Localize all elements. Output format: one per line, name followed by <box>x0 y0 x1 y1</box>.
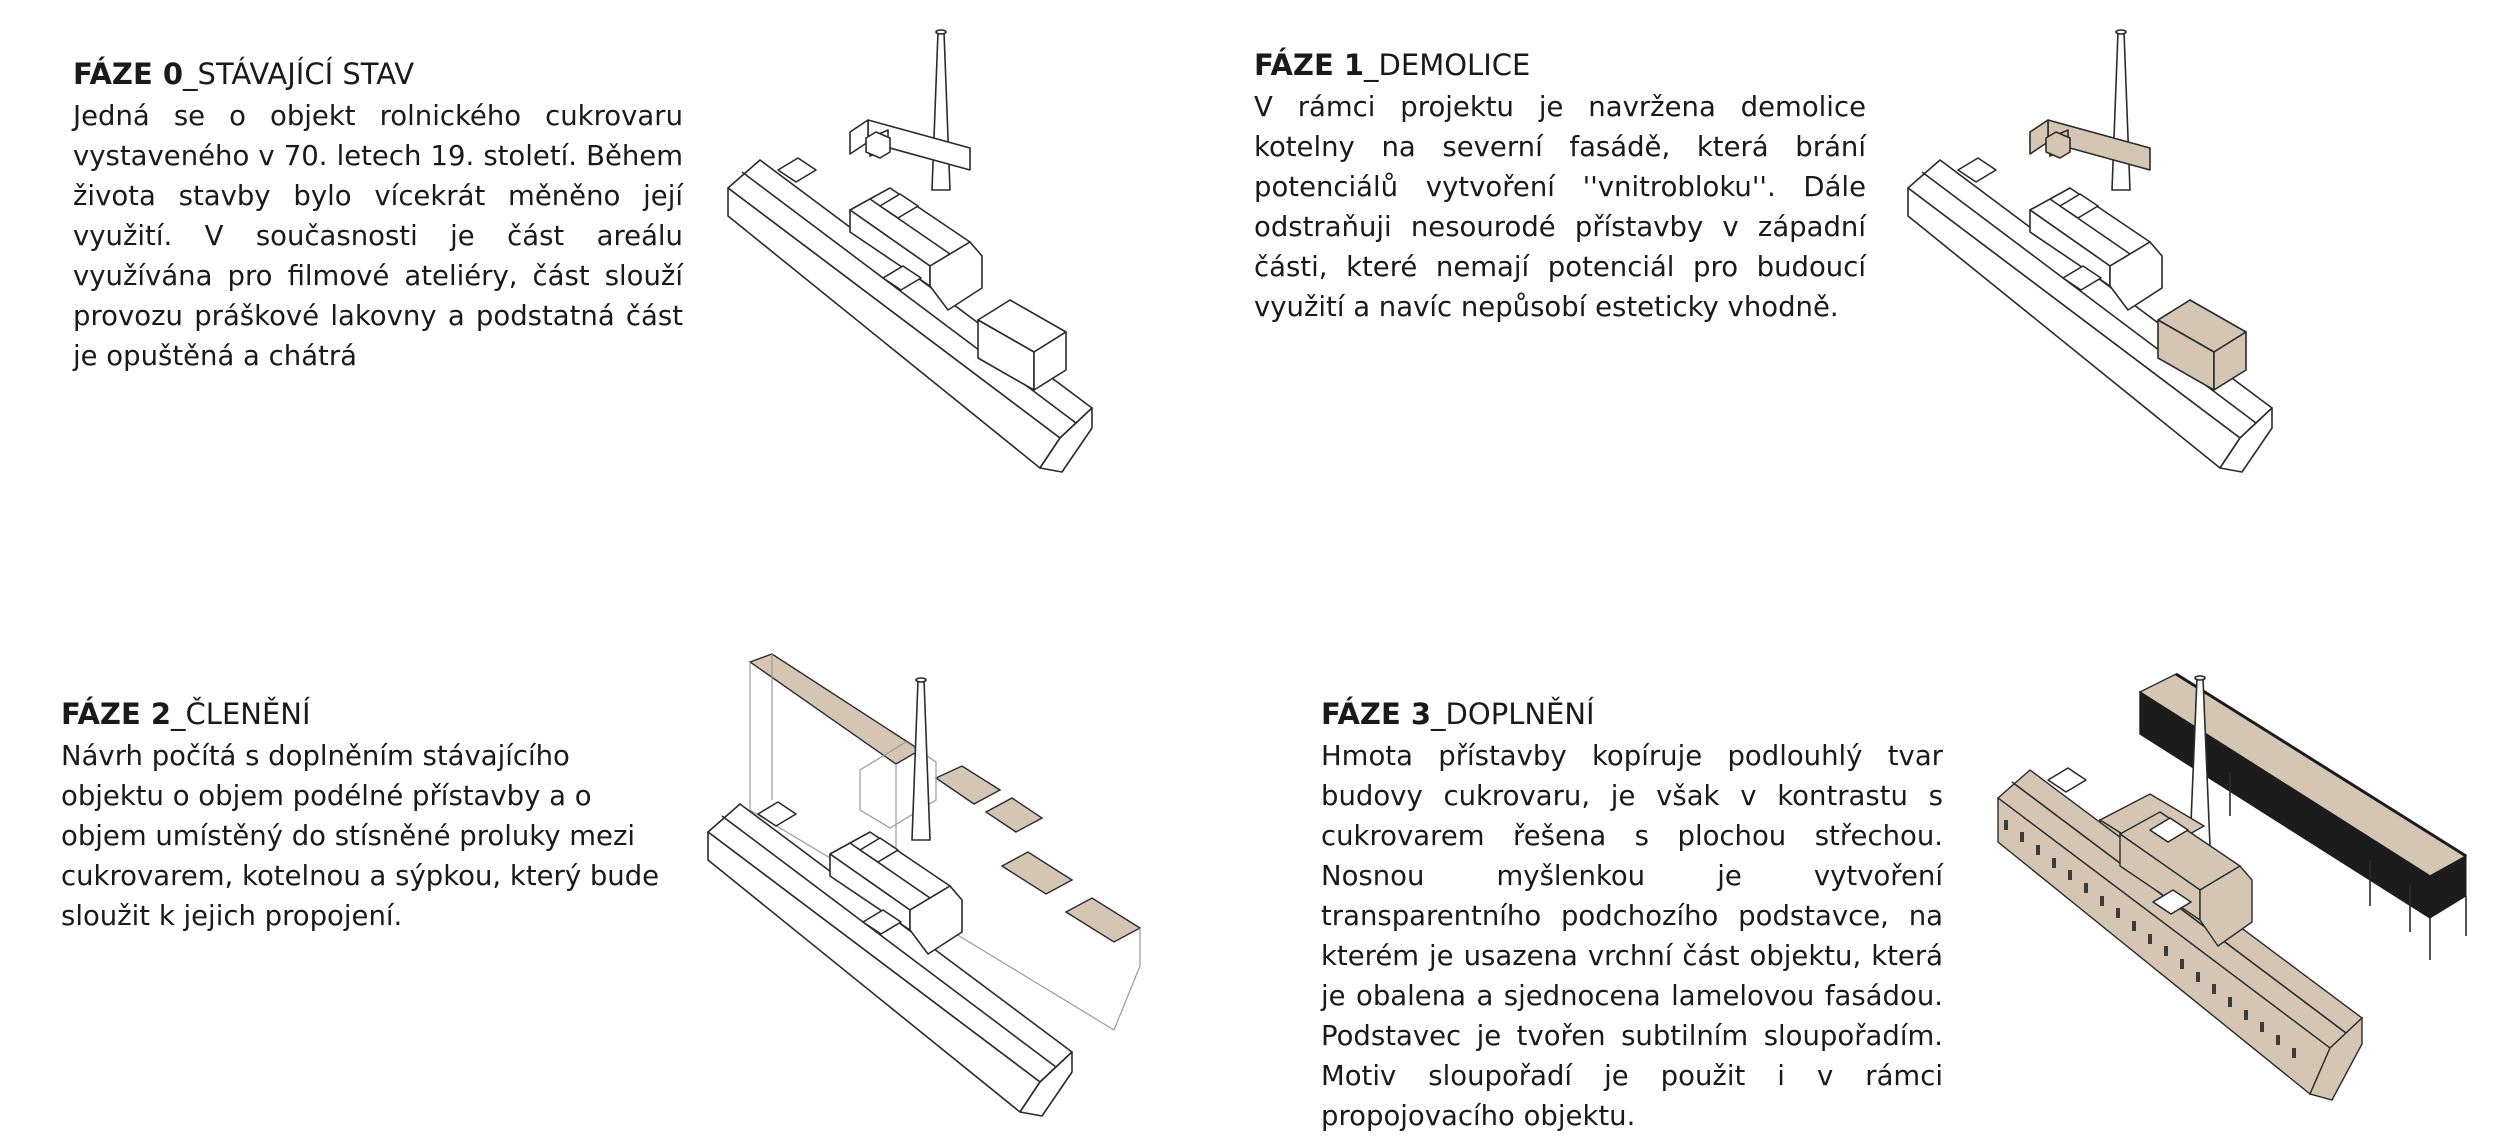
phase-1-label: FÁZE 1 <box>1254 48 1365 82</box>
phase-3-block <box>1321 694 1943 1136</box>
phase-3-description: Hmota přístavby kopíruje podlouhlý tvar budovy cukrovaru, je však v kontrastu s cukrovarem řešena s plochou střechou. Nosnou myšlenkou je vytvoření transparentního podchozího podstavce, na kterém je usazena vrchní část objektu, která je obalena a sjednocena lamelovou fasádou. Podstavec je tvořen subtilním sloupořadím. Motiv sloupořadí je použit i v rámci propojovacího objektu. <box>1321 740 1943 1132</box>
phase-2-axonometric-drawing <box>700 650 1200 1140</box>
phase-3-name: _DOPLNĚNÍ <box>1431 697 1595 731</box>
chimney <box>912 678 930 840</box>
chimney <box>932 30 950 190</box>
phase-1-description: V rámci projektu je navržena demolice kotelny na severní fasádě, která brání potenciálů vytvoření ''vnitrobloku''. Dále odstraňuji nesourodé přístavby v západní části, které nemají potenciál pro budoucí využití a navíc nepůsobí esteticky vhodně. <box>1254 91 1866 323</box>
phase-2-title <box>61 694 675 734</box>
phase-2-label: FÁZE 2 <box>61 697 172 731</box>
phase-1-name: _DEMOLICE <box>1364 48 1531 82</box>
phase-3-title <box>1321 694 1943 734</box>
phase-0-label: FÁZE 0 <box>73 57 184 91</box>
phase-2-block <box>61 694 675 936</box>
phase-1-title <box>1254 45 1866 85</box>
phase-0-description: Jedná se o objekt rolnického cukrovaru vystaveného v 70. letech 19. století. Během života stavby bylo vícekrát měněno její využití. V současnosti je část areálu využívána pro filmové ateliéry, část slouží provozu práškové lakovny a podstatná část je opuštěná a chátrá <box>73 100 683 372</box>
phase-0-axonometric-drawing <box>720 20 1120 490</box>
phase-0-block <box>73 54 683 376</box>
phase-3-label: FÁZE 3 <box>1321 697 1432 731</box>
phase-1-block <box>1254 45 1866 327</box>
phase-1-axonometric-drawing <box>1900 20 2300 490</box>
phase-0-title <box>73 54 683 94</box>
phase-3-axonometric-drawing <box>1990 670 2470 1110</box>
chimney <box>2112 30 2130 190</box>
small-box-extension <box>866 132 890 158</box>
phase-2-name: _ČLENĚNÍ <box>171 697 311 731</box>
phase-0-name: _STÁVAJÍCÍ STAV <box>183 57 415 91</box>
demolished-box-extension <box>2046 132 2070 158</box>
phase-2-description: Návrh počítá s doplněním stávajícího objektu o objem podélné přístavby a o objem umístěný do stísněné proluky mezi cukrovarem, kotelnou a sýpkou, který bude sloužit k jejich propojení. <box>61 740 660 932</box>
